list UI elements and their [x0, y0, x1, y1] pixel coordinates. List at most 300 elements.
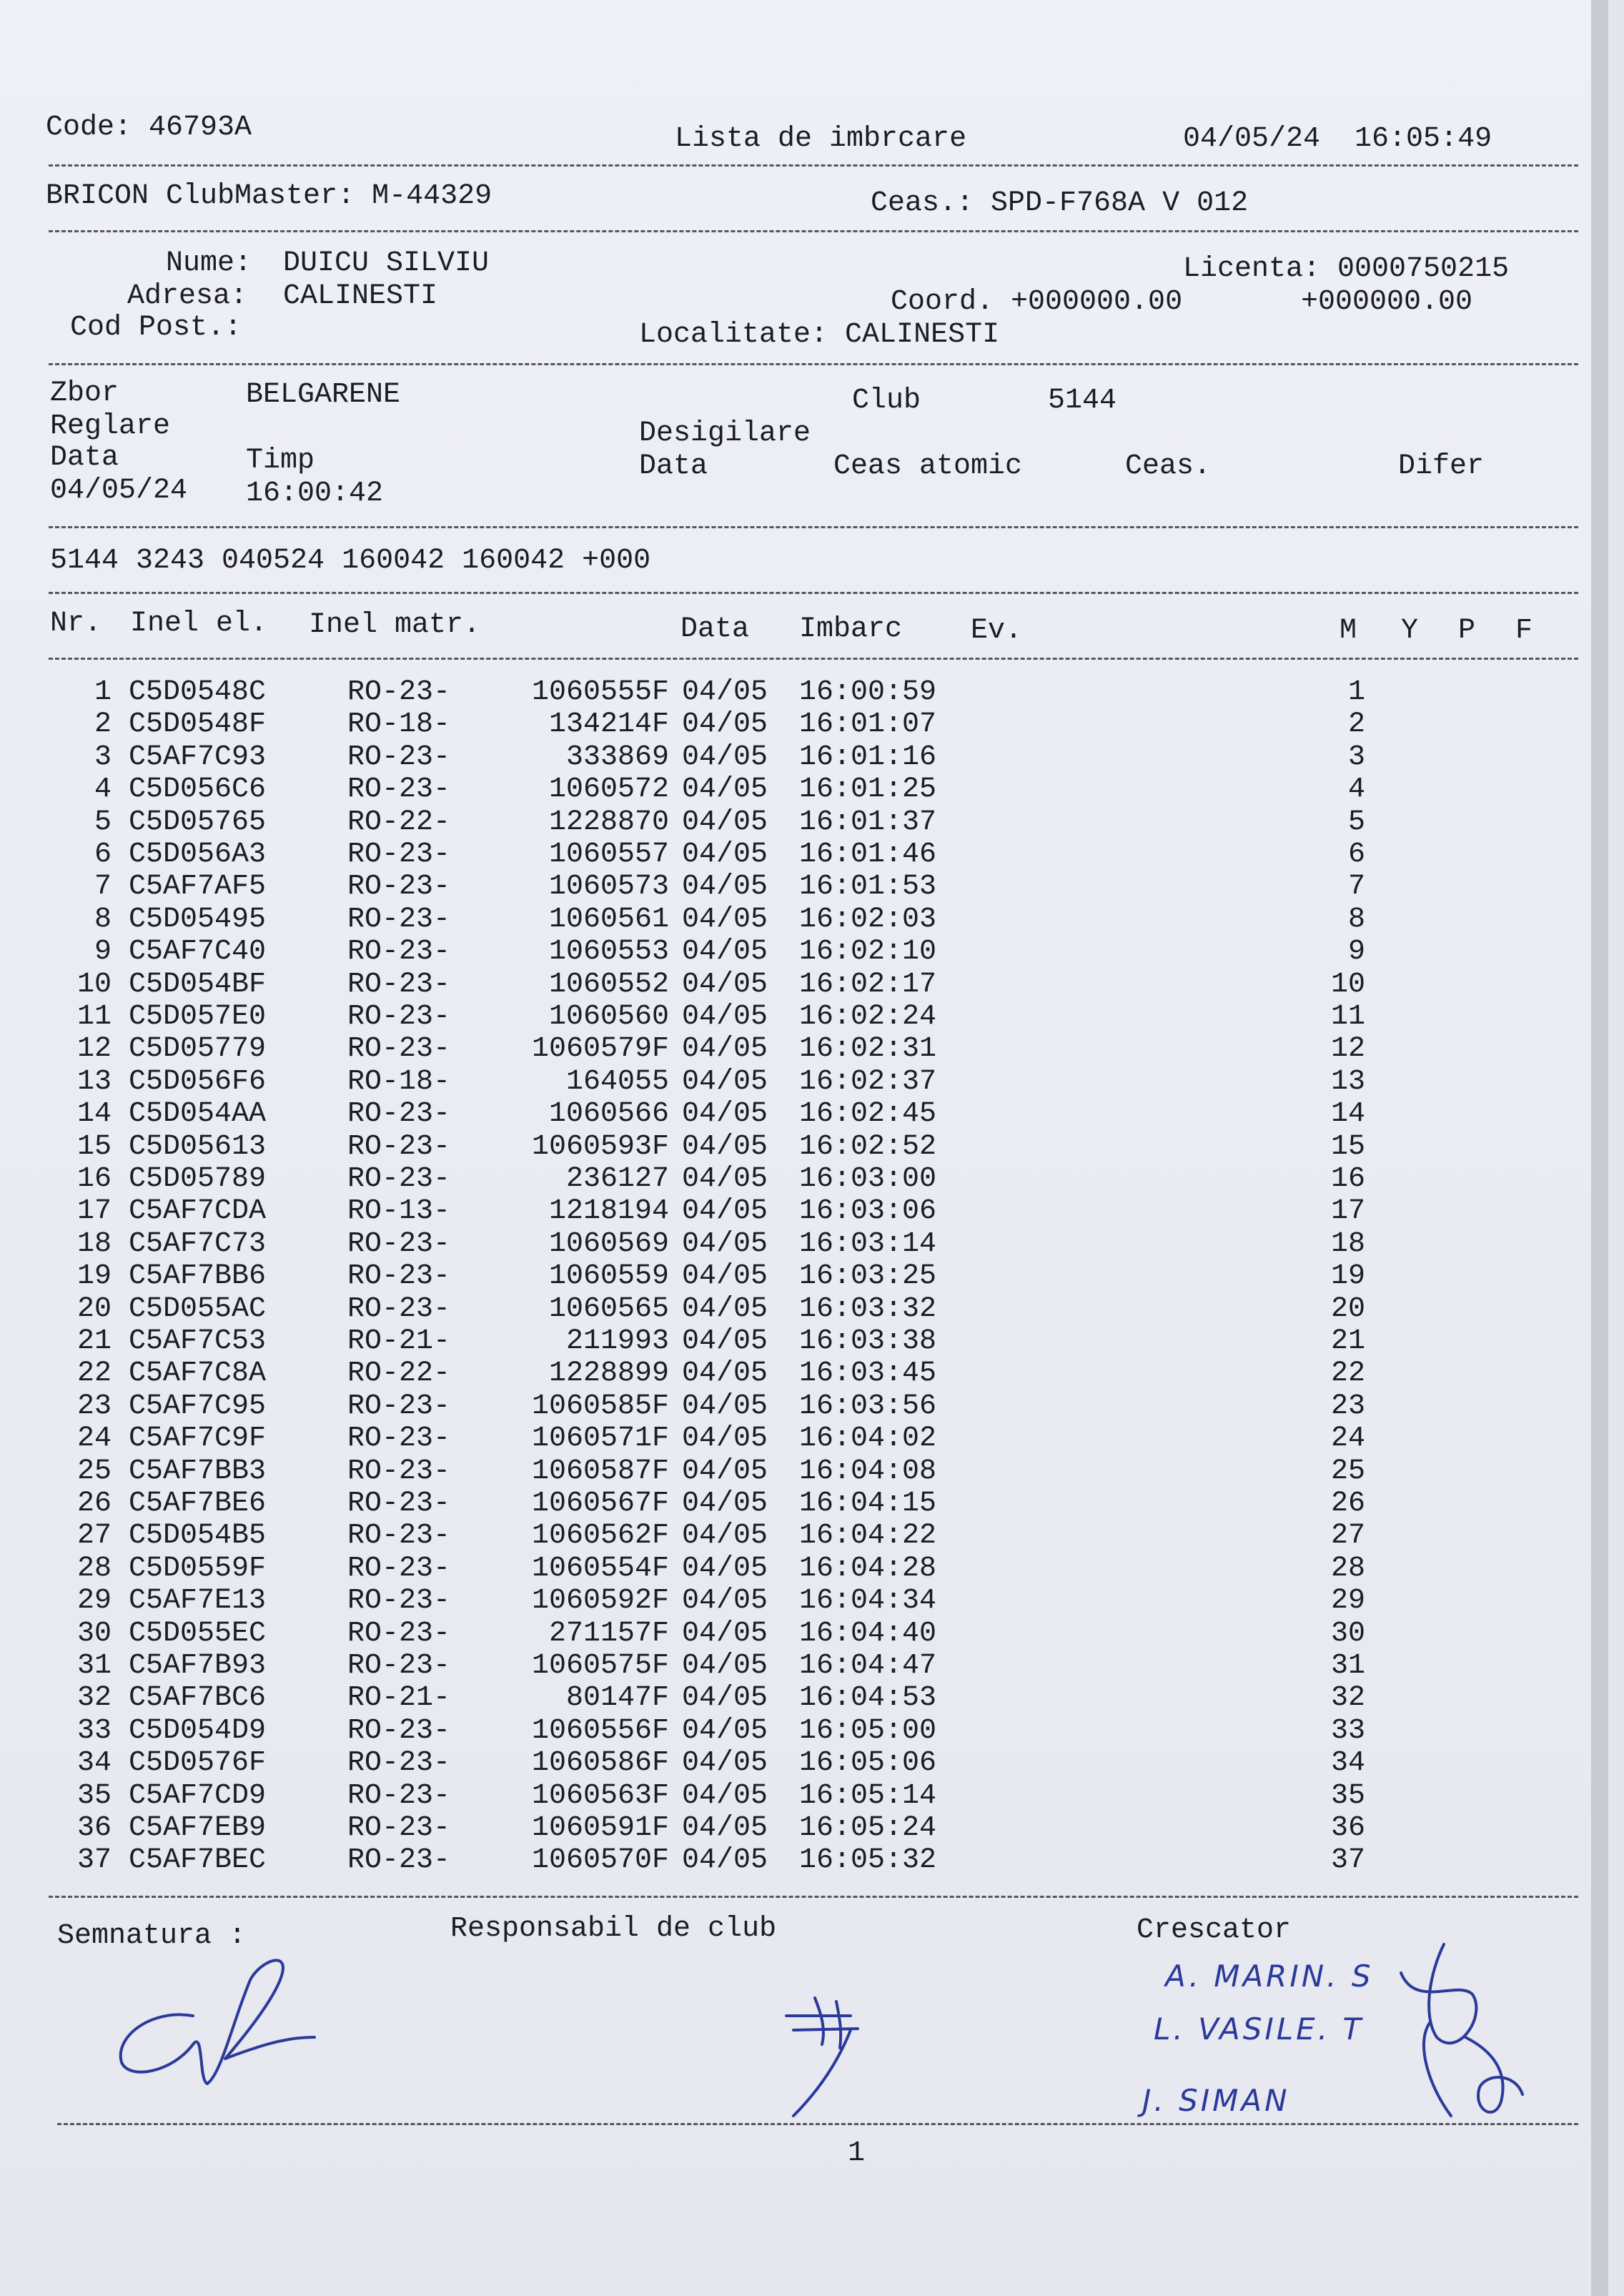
row-date: 04/05 [682, 676, 768, 708]
row-m: 24 [1330, 1422, 1365, 1455]
col-inel-el: Inel el. [130, 608, 268, 640]
row-inel-prefix: RO-23- [347, 1293, 451, 1325]
separator [49, 164, 1578, 167]
row-inel-matr: 211993 [565, 1325, 669, 1357]
row-nr: 30 [76, 1618, 112, 1650]
row-inel-matr: 1060592F [531, 1585, 669, 1617]
row-m: 29 [1330, 1585, 1365, 1617]
row-inel-prefix: RO-23- [347, 1390, 451, 1422]
row-inel-prefix: RO-22- [347, 1357, 451, 1390]
row-nr: 13 [76, 1066, 112, 1098]
row-inel-el: C5D055EC [129, 1618, 267, 1650]
clubmaster-id: BRICON ClubMaster: M-44329 [46, 180, 492, 212]
row-m: 30 [1330, 1618, 1365, 1650]
row-m: 1 [1347, 676, 1365, 708]
breeder-signature-scribble [1387, 1930, 1530, 2130]
row-inel-el: C5AF7CD9 [129, 1780, 267, 1812]
row-time: 16:02:17 [799, 969, 937, 1001]
clock-id: Ceas.: SPD-F768A V 012 [871, 187, 1249, 219]
row-time: 16:04:02 [799, 1422, 937, 1455]
row-nr: 16 [76, 1163, 112, 1195]
row-m: 33 [1330, 1715, 1365, 1747]
row-time: 16:01:46 [799, 838, 937, 871]
row-date: 04/05 [682, 936, 768, 968]
row-time: 16:02:45 [799, 1098, 937, 1130]
row-date: 04/05 [682, 1488, 768, 1520]
row-inel-el: C5D055AC [129, 1293, 267, 1325]
col-data: Data [680, 613, 750, 645]
row-date: 04/05 [682, 1715, 768, 1747]
row-time: 16:02:37 [799, 1066, 937, 1098]
row-time: 16:00:59 [799, 676, 937, 708]
row-time: 16:04:08 [799, 1455, 937, 1488]
row-date: 04/05 [682, 1553, 768, 1585]
row-m: 3 [1347, 741, 1365, 773]
col-nr: Nr. [50, 608, 102, 640]
row-nr: 1 [94, 676, 112, 708]
row-inel-el: C5AF7BE6 [129, 1488, 267, 1520]
row-date: 04/05 [682, 871, 768, 903]
row-time: 16:04:47 [799, 1650, 937, 1682]
row-m: 16 [1330, 1163, 1365, 1195]
club-stamp-scribble [772, 1987, 872, 2123]
ceas-label: Ceas. [1125, 450, 1212, 483]
data2-label: Data [639, 450, 708, 483]
row-nr: 8 [94, 904, 112, 936]
difer-label: Difer [1398, 450, 1485, 483]
row-inel-matr: 134214F [548, 708, 669, 741]
row-date: 04/05 [682, 1520, 768, 1552]
ceas-atomic-label: Ceas atomic [833, 450, 1023, 483]
row-inel-matr: 1060566 [548, 1098, 669, 1130]
row-m: 23 [1330, 1390, 1365, 1422]
row-inel-el: C5D05613 [129, 1131, 267, 1163]
desigilare-label: Desigilare [639, 417, 811, 450]
row-nr: 5 [94, 806, 112, 838]
row-inel-prefix: RO-23- [347, 1488, 451, 1520]
owner-address: CALINESTI [283, 280, 438, 312]
row-inel-prefix: RO-23- [347, 1780, 451, 1812]
row-time: 16:04:15 [799, 1488, 937, 1520]
row-time: 16:03:25 [799, 1260, 937, 1292]
row-inel-matr: 1060586F [531, 1747, 669, 1779]
row-date: 04/05 [682, 969, 768, 1001]
row-date: 04/05 [682, 1098, 768, 1130]
breeder-label: Crescator [1137, 1914, 1292, 1946]
page-number: 1 [848, 2137, 866, 2169]
row-m: 37 [1330, 1844, 1365, 1876]
row-nr: 21 [76, 1325, 112, 1357]
row-date: 04/05 [682, 741, 768, 773]
row-nr: 6 [94, 838, 112, 871]
row-date: 04/05 [682, 1293, 768, 1325]
row-inel-matr: 1060565 [548, 1293, 669, 1325]
col-imbarc: Imbarc [799, 613, 903, 645]
row-inel-matr: 1060569 [548, 1228, 669, 1260]
row-nr: 4 [94, 773, 112, 806]
row-inel-el: C5D056A3 [129, 838, 267, 871]
row-inel-prefix: RO-23- [347, 1520, 451, 1552]
row-nr: 3 [94, 741, 112, 773]
row-inel-matr: 1060554F [531, 1553, 669, 1585]
row-nr: 20 [76, 1293, 112, 1325]
row-nr: 34 [76, 1747, 112, 1779]
row-inel-prefix: RO-23- [347, 1747, 451, 1779]
row-date: 04/05 [682, 1585, 768, 1617]
row-inel-prefix: RO-23- [347, 1131, 451, 1163]
row-date: 04/05 [682, 838, 768, 871]
flight-date: 04/05/24 [50, 475, 188, 507]
row-date: 04/05 [682, 1650, 768, 1682]
row-inel-prefix: RO-18- [347, 708, 451, 741]
row-inel-matr: 1060556F [531, 1715, 669, 1747]
row-inel-el: C5D0576F [129, 1747, 267, 1779]
row-time: 16:03:06 [799, 1195, 937, 1227]
club-label: Club [852, 385, 921, 417]
row-m: 10 [1330, 969, 1365, 1001]
row-inel-prefix: RO-23- [347, 969, 451, 1001]
row-m: 4 [1347, 773, 1365, 806]
row-nr: 17 [76, 1195, 112, 1227]
row-m: 18 [1330, 1228, 1365, 1260]
row-nr: 26 [76, 1488, 112, 1520]
row-inel-prefix: RO-23- [347, 1422, 451, 1455]
row-date: 04/05 [682, 1844, 768, 1876]
print-datetime: 04/05/24 16:05:49 [1183, 123, 1492, 155]
row-m: 13 [1330, 1066, 1365, 1098]
row-date: 04/05 [682, 1357, 768, 1390]
row-inel-el: C5AF7BB6 [129, 1260, 267, 1292]
row-m: 26 [1330, 1488, 1365, 1520]
owner-name: DUICU SILVIU [283, 247, 490, 279]
row-inel-prefix: RO-23- [347, 871, 451, 903]
row-nr: 24 [76, 1422, 112, 1455]
row-inel-matr: 1060563F [531, 1780, 669, 1812]
row-time: 16:05:00 [799, 1715, 937, 1747]
breeder-name-3: J. SIMAN [1142, 2083, 1290, 2118]
row-time: 16:03:00 [799, 1163, 937, 1195]
col-inel-matr: Inel matr. [309, 609, 481, 641]
row-inel-el: C5D05789 [129, 1163, 267, 1195]
row-time: 16:02:52 [799, 1131, 937, 1163]
row-inel-el: C5AF7B93 [129, 1650, 267, 1682]
row-inel-matr: 1060573 [548, 871, 669, 903]
row-inel-prefix: RO-23- [347, 1553, 451, 1585]
row-m: 6 [1347, 838, 1365, 871]
separator [49, 1896, 1578, 1898]
row-inel-el: C5D056F6 [129, 1066, 267, 1098]
row-time: 16:05:24 [799, 1812, 937, 1844]
row-m: 20 [1330, 1293, 1365, 1325]
code-label: Code: 46793A [46, 112, 252, 144]
row-inel-prefix: RO-23- [347, 1260, 451, 1292]
row-m: 36 [1330, 1812, 1365, 1844]
row-inel-matr: 164055 [565, 1066, 669, 1098]
row-inel-matr: 1060552 [548, 969, 669, 1001]
row-nr: 25 [76, 1455, 112, 1488]
row-m: 9 [1347, 936, 1365, 968]
row-date: 04/05 [682, 1747, 768, 1779]
row-m: 12 [1330, 1033, 1365, 1065]
row-m: 8 [1347, 904, 1365, 936]
row-inel-matr: 236127 [565, 1163, 669, 1195]
row-inel-matr: 1060593F [531, 1131, 669, 1163]
row-inel-el: C5D054BF [129, 969, 267, 1001]
row-m: 31 [1330, 1650, 1365, 1682]
row-inel-el: C5AF7C8A [129, 1357, 267, 1390]
row-inel-matr: 1218194 [548, 1195, 669, 1227]
row-inel-prefix: RO-23- [347, 1163, 451, 1195]
row-inel-prefix: RO-23- [347, 741, 451, 773]
row-inel-el: C5D05779 [129, 1033, 267, 1065]
row-inel-el: C5AF7BB3 [129, 1455, 267, 1488]
row-date: 04/05 [682, 1618, 768, 1650]
col-p: P [1458, 615, 1476, 647]
row-inel-el: C5D0548F [129, 708, 267, 741]
timp-label: Timp [246, 445, 315, 477]
license-number: Licenta: 0000750215 [1183, 253, 1510, 285]
row-time: 16:01:37 [799, 806, 937, 838]
row-inel-el: C5AF7C73 [129, 1228, 267, 1260]
row-date: 04/05 [682, 1780, 768, 1812]
row-nr: 12 [76, 1033, 112, 1065]
row-time: 16:04:40 [799, 1618, 937, 1650]
club-responsible-label: Responsabil de club [450, 1913, 777, 1945]
row-nr: 2 [94, 708, 112, 741]
row-inel-prefix: RO-23- [347, 676, 451, 708]
row-m: 11 [1330, 1001, 1365, 1033]
row-nr: 27 [76, 1520, 112, 1552]
row-date: 04/05 [682, 1812, 768, 1844]
row-inel-el: C5D05765 [129, 806, 267, 838]
row-inel-el: C5AF7BC6 [129, 1682, 267, 1714]
row-inel-el: C5D056C6 [129, 773, 267, 806]
row-inel-prefix: RO-13- [347, 1195, 451, 1227]
nume-label: Nume: [166, 247, 252, 279]
row-date: 04/05 [682, 1228, 768, 1260]
row-nr: 9 [94, 936, 112, 968]
row-m: 7 [1347, 871, 1365, 903]
row-inel-matr: 1060585F [531, 1390, 669, 1422]
row-inel-matr: 1060575F [531, 1650, 669, 1682]
row-nr: 11 [76, 1001, 112, 1033]
row-inel-matr: 333869 [565, 741, 669, 773]
row-inel-el: C5AF7E13 [129, 1585, 267, 1617]
row-inel-matr: 1228870 [548, 806, 669, 838]
separator [49, 526, 1578, 528]
row-inel-prefix: RO-23- [347, 1650, 451, 1682]
separator [57, 2123, 1578, 2125]
row-time: 16:04:22 [799, 1520, 937, 1552]
paper-edge [1591, 0, 1608, 2296]
cod-post-label: Cod Post.: [70, 312, 242, 344]
row-inel-el: C5AF7C9F [129, 1422, 267, 1455]
row-nr: 31 [76, 1650, 112, 1682]
col-y: Y [1401, 615, 1419, 647]
row-nr: 18 [76, 1228, 112, 1260]
row-nr: 22 [76, 1357, 112, 1390]
row-inel-prefix: RO-23- [347, 1455, 451, 1488]
row-time: 16:01:53 [799, 871, 937, 903]
row-inel-prefix: RO-23- [347, 904, 451, 936]
row-inel-el: C5D0548C [129, 676, 267, 708]
row-time: 16:02:31 [799, 1033, 937, 1065]
row-time: 16:03:45 [799, 1357, 937, 1390]
row-time: 16:04:53 [799, 1682, 937, 1714]
row-date: 04/05 [682, 1033, 768, 1065]
row-inel-el: C5D054B5 [129, 1520, 267, 1552]
row-inel-prefix: RO-23- [347, 1228, 451, 1260]
row-nr: 36 [76, 1812, 112, 1844]
row-inel-el: C5AF7AF5 [129, 871, 267, 903]
row-inel-matr: 1228899 [548, 1357, 669, 1390]
row-nr: 10 [76, 969, 112, 1001]
row-time: 16:05:06 [799, 1747, 937, 1779]
row-inel-matr: 1060579F [531, 1033, 669, 1065]
row-inel-el: C5D054D9 [129, 1715, 267, 1747]
row-inel-matr: 1060562F [531, 1520, 669, 1552]
row-inel-prefix: RO-21- [347, 1325, 451, 1357]
flight-location: BELGARENE [246, 379, 401, 411]
row-date: 04/05 [682, 1390, 768, 1422]
row-inel-prefix: RO-23- [347, 1585, 451, 1617]
flight-code-line: 5144 3243 040524 160042 160042 +000 [50, 545, 651, 577]
row-m: 28 [1330, 1553, 1365, 1585]
row-inel-el: C5AF7C93 [129, 741, 267, 773]
row-nr: 7 [94, 871, 112, 903]
row-time: 16:01:25 [799, 773, 937, 806]
coordinates: Coord. +000000.00 [891, 286, 1183, 318]
row-inel-prefix: RO-22- [347, 806, 451, 838]
row-time: 16:03:56 [799, 1390, 937, 1422]
row-nr: 37 [76, 1844, 112, 1876]
row-inel-prefix: RO-23- [347, 936, 451, 968]
row-time: 16:02:03 [799, 904, 937, 936]
row-time: 16:03:38 [799, 1325, 937, 1357]
row-m: 19 [1330, 1260, 1365, 1292]
row-date: 04/05 [682, 1066, 768, 1098]
row-nr: 33 [76, 1715, 112, 1747]
separator [49, 592, 1578, 594]
row-inel-matr: 1060591F [531, 1812, 669, 1844]
row-nr: 35 [76, 1780, 112, 1812]
row-inel-matr: 1060587F [531, 1455, 669, 1488]
locality: Localitate: CALINESTI [639, 319, 1000, 351]
row-inel-matr: 1060571F [531, 1422, 669, 1455]
row-time: 16:05:32 [799, 1844, 937, 1876]
row-date: 04/05 [682, 1131, 768, 1163]
col-m: M [1340, 615, 1357, 647]
row-inel-matr: 1060553 [548, 936, 669, 968]
row-inel-el: C5D057E0 [129, 1001, 267, 1033]
row-inel-el: C5AF7CDA [129, 1195, 267, 1227]
row-date: 04/05 [682, 1325, 768, 1357]
row-inel-matr: 1060557 [548, 838, 669, 871]
row-date: 04/05 [682, 1682, 768, 1714]
row-time: 16:04:28 [799, 1553, 937, 1585]
separator [49, 363, 1578, 365]
row-date: 04/05 [682, 806, 768, 838]
row-time: 16:05:14 [799, 1780, 937, 1812]
row-time: 16:04:34 [799, 1585, 937, 1617]
page-title: Lista de imbrcare [675, 123, 967, 155]
row-inel-matr: 1060570F [531, 1844, 669, 1876]
row-time: 16:02:24 [799, 1001, 937, 1033]
row-time: 16:03:14 [799, 1228, 937, 1260]
separator [49, 658, 1578, 660]
row-nr: 14 [76, 1098, 112, 1130]
breeder-name-1: A. MARIN. S [1165, 1959, 1374, 1994]
adresa-label: Adresa: [127, 280, 248, 312]
flight-time: 16:00:42 [246, 477, 384, 510]
row-time: 16:01:16 [799, 741, 937, 773]
row-nr: 29 [76, 1585, 112, 1617]
row-nr: 23 [76, 1390, 112, 1422]
col-ev: Ev. [971, 615, 1023, 647]
row-date: 04/05 [682, 1422, 768, 1455]
row-inel-el: C5AF7C40 [129, 936, 267, 968]
row-date: 04/05 [682, 708, 768, 741]
row-date: 04/05 [682, 1001, 768, 1033]
row-inel-matr: 1060555F [531, 676, 669, 708]
row-inel-prefix: RO-23- [347, 1098, 451, 1130]
signature-scribble [107, 1937, 336, 2123]
row-inel-el: C5D054AA [129, 1098, 267, 1130]
row-inel-prefix: RO-23- [347, 773, 451, 806]
breeder-name-2: L. VASILE. T [1154, 2012, 1365, 2047]
row-inel-matr: 271157F [548, 1618, 669, 1650]
row-date: 04/05 [682, 1455, 768, 1488]
row-inel-prefix: RO-23- [347, 1618, 451, 1650]
row-inel-prefix: RO-23- [347, 1715, 451, 1747]
row-inel-prefix: RO-23- [347, 838, 451, 871]
row-date: 04/05 [682, 1195, 768, 1227]
row-inel-el: C5D0559F [129, 1553, 267, 1585]
row-inel-matr: 1060567F [531, 1488, 669, 1520]
row-inel-matr: 80147F [565, 1682, 669, 1714]
row-m: 17 [1330, 1195, 1365, 1227]
row-m: 14 [1330, 1098, 1365, 1130]
separator [49, 230, 1578, 232]
row-inel-prefix: RO-23- [347, 1033, 451, 1065]
row-inel-prefix: RO-23- [347, 1001, 451, 1033]
row-nr: 19 [76, 1260, 112, 1292]
row-inel-el: C5AF7C53 [129, 1325, 267, 1357]
row-m: 15 [1330, 1131, 1365, 1163]
row-m: 34 [1330, 1747, 1365, 1779]
row-date: 04/05 [682, 1163, 768, 1195]
row-m: 27 [1330, 1520, 1365, 1552]
row-nr: 28 [76, 1553, 112, 1585]
row-m: 35 [1330, 1780, 1365, 1812]
row-inel-matr: 1060559 [548, 1260, 669, 1292]
row-nr: 32 [76, 1682, 112, 1714]
club-number: 5144 [1048, 385, 1117, 417]
row-time: 16:03:32 [799, 1293, 937, 1325]
row-nr: 15 [76, 1131, 112, 1163]
row-time: 16:01:07 [799, 708, 937, 741]
row-date: 04/05 [682, 773, 768, 806]
signature-label: Semnatura : [57, 1920, 247, 1952]
coordinates-second: +000000.00 [1301, 286, 1473, 318]
data-label: Data [50, 442, 119, 474]
row-inel-prefix: RO-23- [347, 1812, 451, 1844]
row-inel-prefix: RO-23- [347, 1844, 451, 1876]
row-inel-matr: 1060560 [548, 1001, 669, 1033]
row-inel-el: C5AF7BEC [129, 1844, 267, 1876]
row-date: 04/05 [682, 904, 768, 936]
row-m: 25 [1330, 1455, 1365, 1488]
